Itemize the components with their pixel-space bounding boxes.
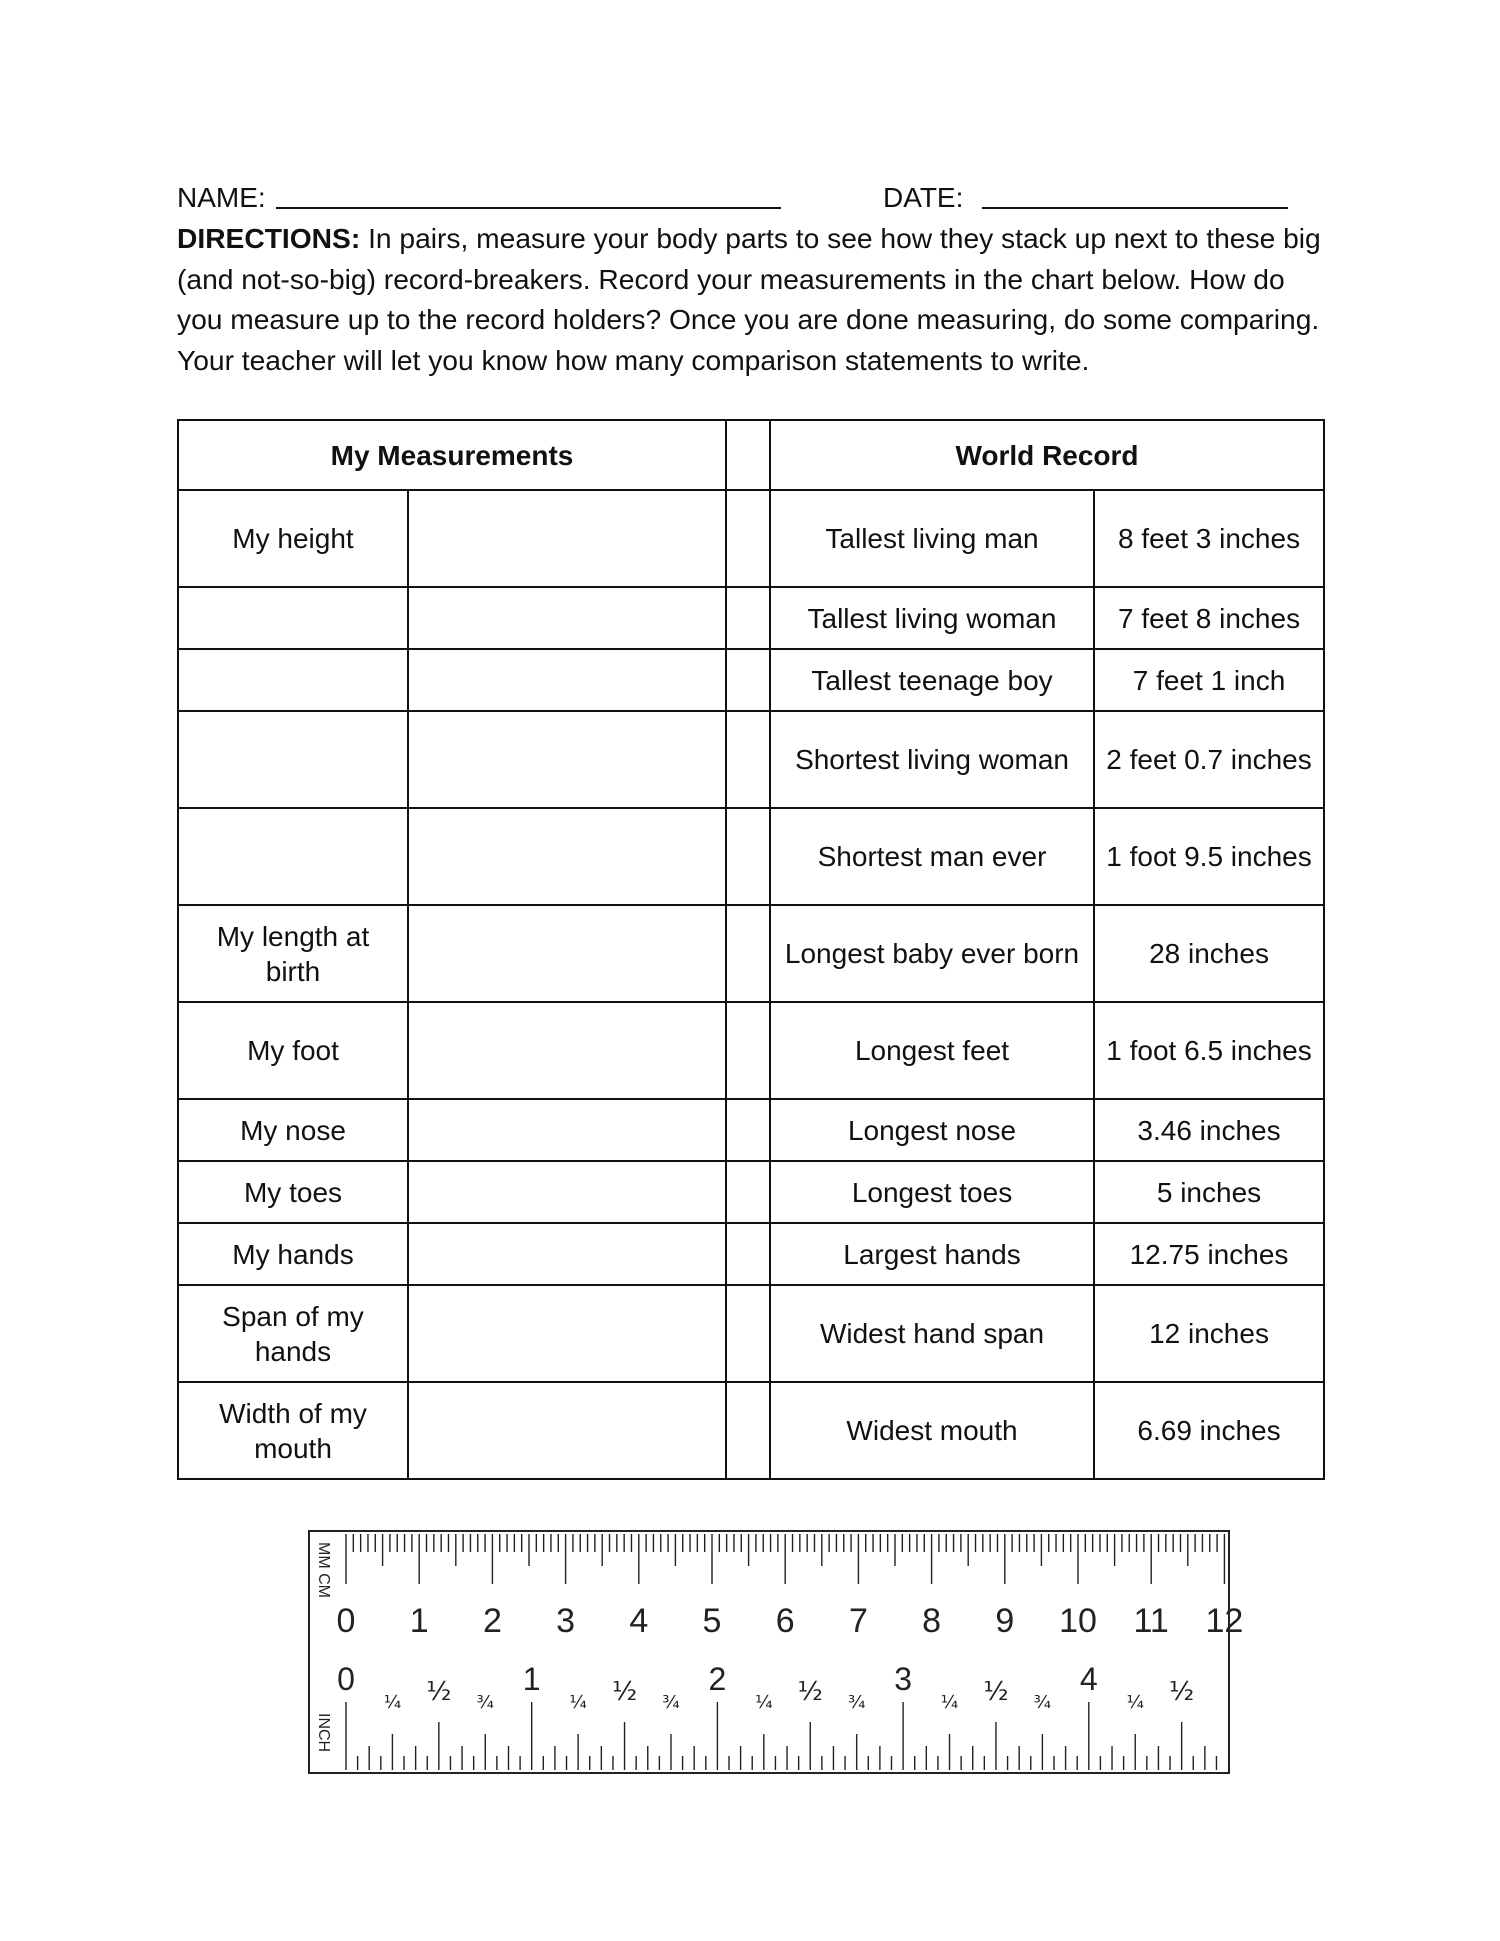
my-measurement-label [178, 587, 408, 649]
fraction-label: ¼ [1126, 1692, 1144, 1713]
table-gap-cell [726, 905, 770, 1002]
my-measurement-entry[interactable] [408, 1382, 726, 1479]
cm-number: 11 [1133, 1602, 1169, 1640]
my-measurements-header: My Measurements [178, 420, 726, 490]
my-measurement-label: My toes [178, 1161, 408, 1223]
my-measurement-entry[interactable] [408, 490, 726, 587]
my-measurement-entry[interactable] [408, 1285, 726, 1382]
record-value: 12.75 inches [1094, 1223, 1324, 1285]
fraction-label: ¾ [476, 1692, 495, 1713]
table-gap-cell [726, 808, 770, 905]
record-value: 7 feet 8 inches [1094, 587, 1324, 649]
inch-number: 4 [1079, 1661, 1098, 1697]
table-gap-cell [726, 1382, 770, 1479]
cm-number: 0 [336, 1602, 356, 1640]
metric-label: MM CM [315, 1542, 332, 1598]
my-measurement-entry[interactable] [408, 1161, 726, 1223]
my-measurement-entry[interactable] [408, 905, 726, 1002]
record-label: Tallest teenage boy [770, 649, 1094, 711]
table-gap-cell [726, 1002, 770, 1099]
name-date-line [177, 178, 1327, 218]
record-label: Widest mouth [770, 1382, 1094, 1479]
fraction-label: ¼ [383, 1692, 402, 1713]
table-gap-cell [726, 1285, 770, 1382]
fraction-label: ½ [611, 1677, 638, 1707]
record-label: Tallest living woman [770, 587, 1094, 649]
inch-number: 0 [337, 1661, 355, 1697]
record-label: Longest toes [770, 1161, 1094, 1223]
my-measurement-label: Span of my hands [178, 1285, 408, 1382]
directions-paragraph [177, 218, 1337, 380]
cm-number: 6 [775, 1602, 795, 1640]
inch-number: 2 [708, 1661, 727, 1697]
table-row [178, 649, 1324, 711]
measurement-table [177, 419, 1325, 1480]
cm-number: 5 [702, 1602, 722, 1640]
fraction-label: ¾ [662, 1692, 680, 1713]
fraction-label: ¼ [569, 1692, 587, 1713]
fraction-label: ¾ [847, 1692, 866, 1713]
record-value: 6.69 inches [1094, 1382, 1324, 1479]
record-label: Longest feet [770, 1002, 1094, 1099]
record-value: 1 foot 6.5 inches [1094, 1002, 1324, 1099]
record-value: 12 inches [1094, 1285, 1324, 1382]
table-row [178, 490, 1324, 587]
record-value: 28 inches [1094, 905, 1324, 1002]
table-gap-cell [726, 711, 770, 808]
record-label: Tallest living man [770, 490, 1094, 587]
my-measurement-label: Width of my mouth [178, 1382, 408, 1479]
date-label: DATE: [883, 182, 964, 213]
name-blank[interactable] [276, 207, 781, 209]
my-measurement-entry[interactable] [408, 587, 726, 649]
table-gap-cell [726, 1223, 770, 1285]
table-row [178, 1099, 1324, 1161]
record-label: Shortest living woman [770, 711, 1094, 808]
table-gap-cell [726, 649, 770, 711]
cm-number: 2 [482, 1602, 502, 1640]
table-gap-cell [726, 490, 770, 587]
table-row [178, 587, 1324, 649]
my-measurement-entry[interactable] [408, 1099, 726, 1161]
record-label: Shortest man ever [770, 808, 1094, 905]
my-measurement-label [178, 808, 408, 905]
record-label: Longest nose [770, 1099, 1094, 1161]
my-measurement-label: My height [178, 490, 408, 587]
record-label: Largest hands [770, 1223, 1094, 1285]
table-row [178, 808, 1324, 905]
my-measurement-label: My foot [178, 1002, 408, 1099]
my-measurement-label: My hands [178, 1223, 408, 1285]
fraction-label: ¼ [755, 1692, 773, 1713]
inch-label: INCH [315, 1713, 332, 1753]
my-measurement-entry[interactable] [408, 1002, 726, 1099]
record-value: 3.46 inches [1094, 1099, 1324, 1161]
record-label: Widest hand span [770, 1285, 1094, 1382]
table-gap-cell [726, 420, 770, 490]
table-row [178, 711, 1324, 808]
fraction-label: ¾ [1033, 1692, 1052, 1713]
inch-number: 3 [894, 1661, 912, 1697]
my-measurement-label [178, 649, 408, 711]
fraction-label: ¼ [940, 1692, 959, 1713]
record-value: 7 feet 1 inch [1094, 649, 1324, 711]
world-record-header: World Record [770, 420, 1324, 490]
table-header-row [178, 420, 1324, 490]
my-measurement-label [178, 711, 408, 808]
cm-number: 3 [556, 1602, 576, 1640]
cm-number: 9 [995, 1602, 1015, 1640]
cm-number: 1 [409, 1602, 429, 1640]
fraction-label: ½ [983, 1677, 1009, 1707]
table-row [178, 1161, 1324, 1223]
cm-number: 12 [1205, 1602, 1244, 1640]
date-blank[interactable] [982, 207, 1288, 209]
name-label: NAME: [177, 182, 266, 213]
cm-number: 4 [629, 1602, 649, 1640]
my-measurement-entry[interactable] [408, 1223, 726, 1285]
record-value: 8 feet 3 inches [1094, 490, 1324, 587]
table-row [178, 905, 1324, 1002]
record-value: 1 foot 9.5 inches [1094, 808, 1324, 905]
record-value: 2 feet 0.7 inches [1094, 711, 1324, 808]
ruler-outline [309, 1531, 1229, 1773]
table-gap-cell [726, 1099, 770, 1161]
table-gap-cell [726, 1161, 770, 1223]
record-label: Longest baby ever born [770, 905, 1094, 1002]
cm-number: 8 [922, 1602, 942, 1640]
ruler-image [308, 1530, 1244, 1774]
fraction-label: ½ [797, 1677, 823, 1707]
record-value: 5 inches [1094, 1161, 1324, 1223]
my-measurement-entry[interactable] [408, 808, 726, 905]
directions-text: In pairs, measure your body parts to see how they stack up next to these big (and not-so-big) record-breakers. Record your measurements in the chart below. How do you measure up to the record holders? Once you are done measuring, do some comparing. Your teacher will let you know how many comparison statements to write. [177, 222, 1321, 376]
table-gap-cell [726, 587, 770, 649]
table-row [178, 1382, 1324, 1479]
table-row [178, 1002, 1324, 1099]
table-row [178, 1285, 1324, 1382]
table-row [178, 1223, 1324, 1285]
directions-label: DIRECTIONS: [177, 222, 361, 254]
inch-number: 1 [522, 1661, 541, 1697]
my-measurement-label: My length at birth [178, 905, 408, 1002]
my-measurement-entry[interactable] [408, 711, 726, 808]
cm-number: 7 [848, 1602, 868, 1640]
my-measurement-label: My nose [178, 1099, 408, 1161]
my-measurement-entry[interactable] [408, 649, 726, 711]
cm-number: 10 [1059, 1602, 1097, 1640]
fraction-label: ½ [426, 1677, 452, 1707]
fraction-label: ½ [1169, 1677, 1195, 1707]
